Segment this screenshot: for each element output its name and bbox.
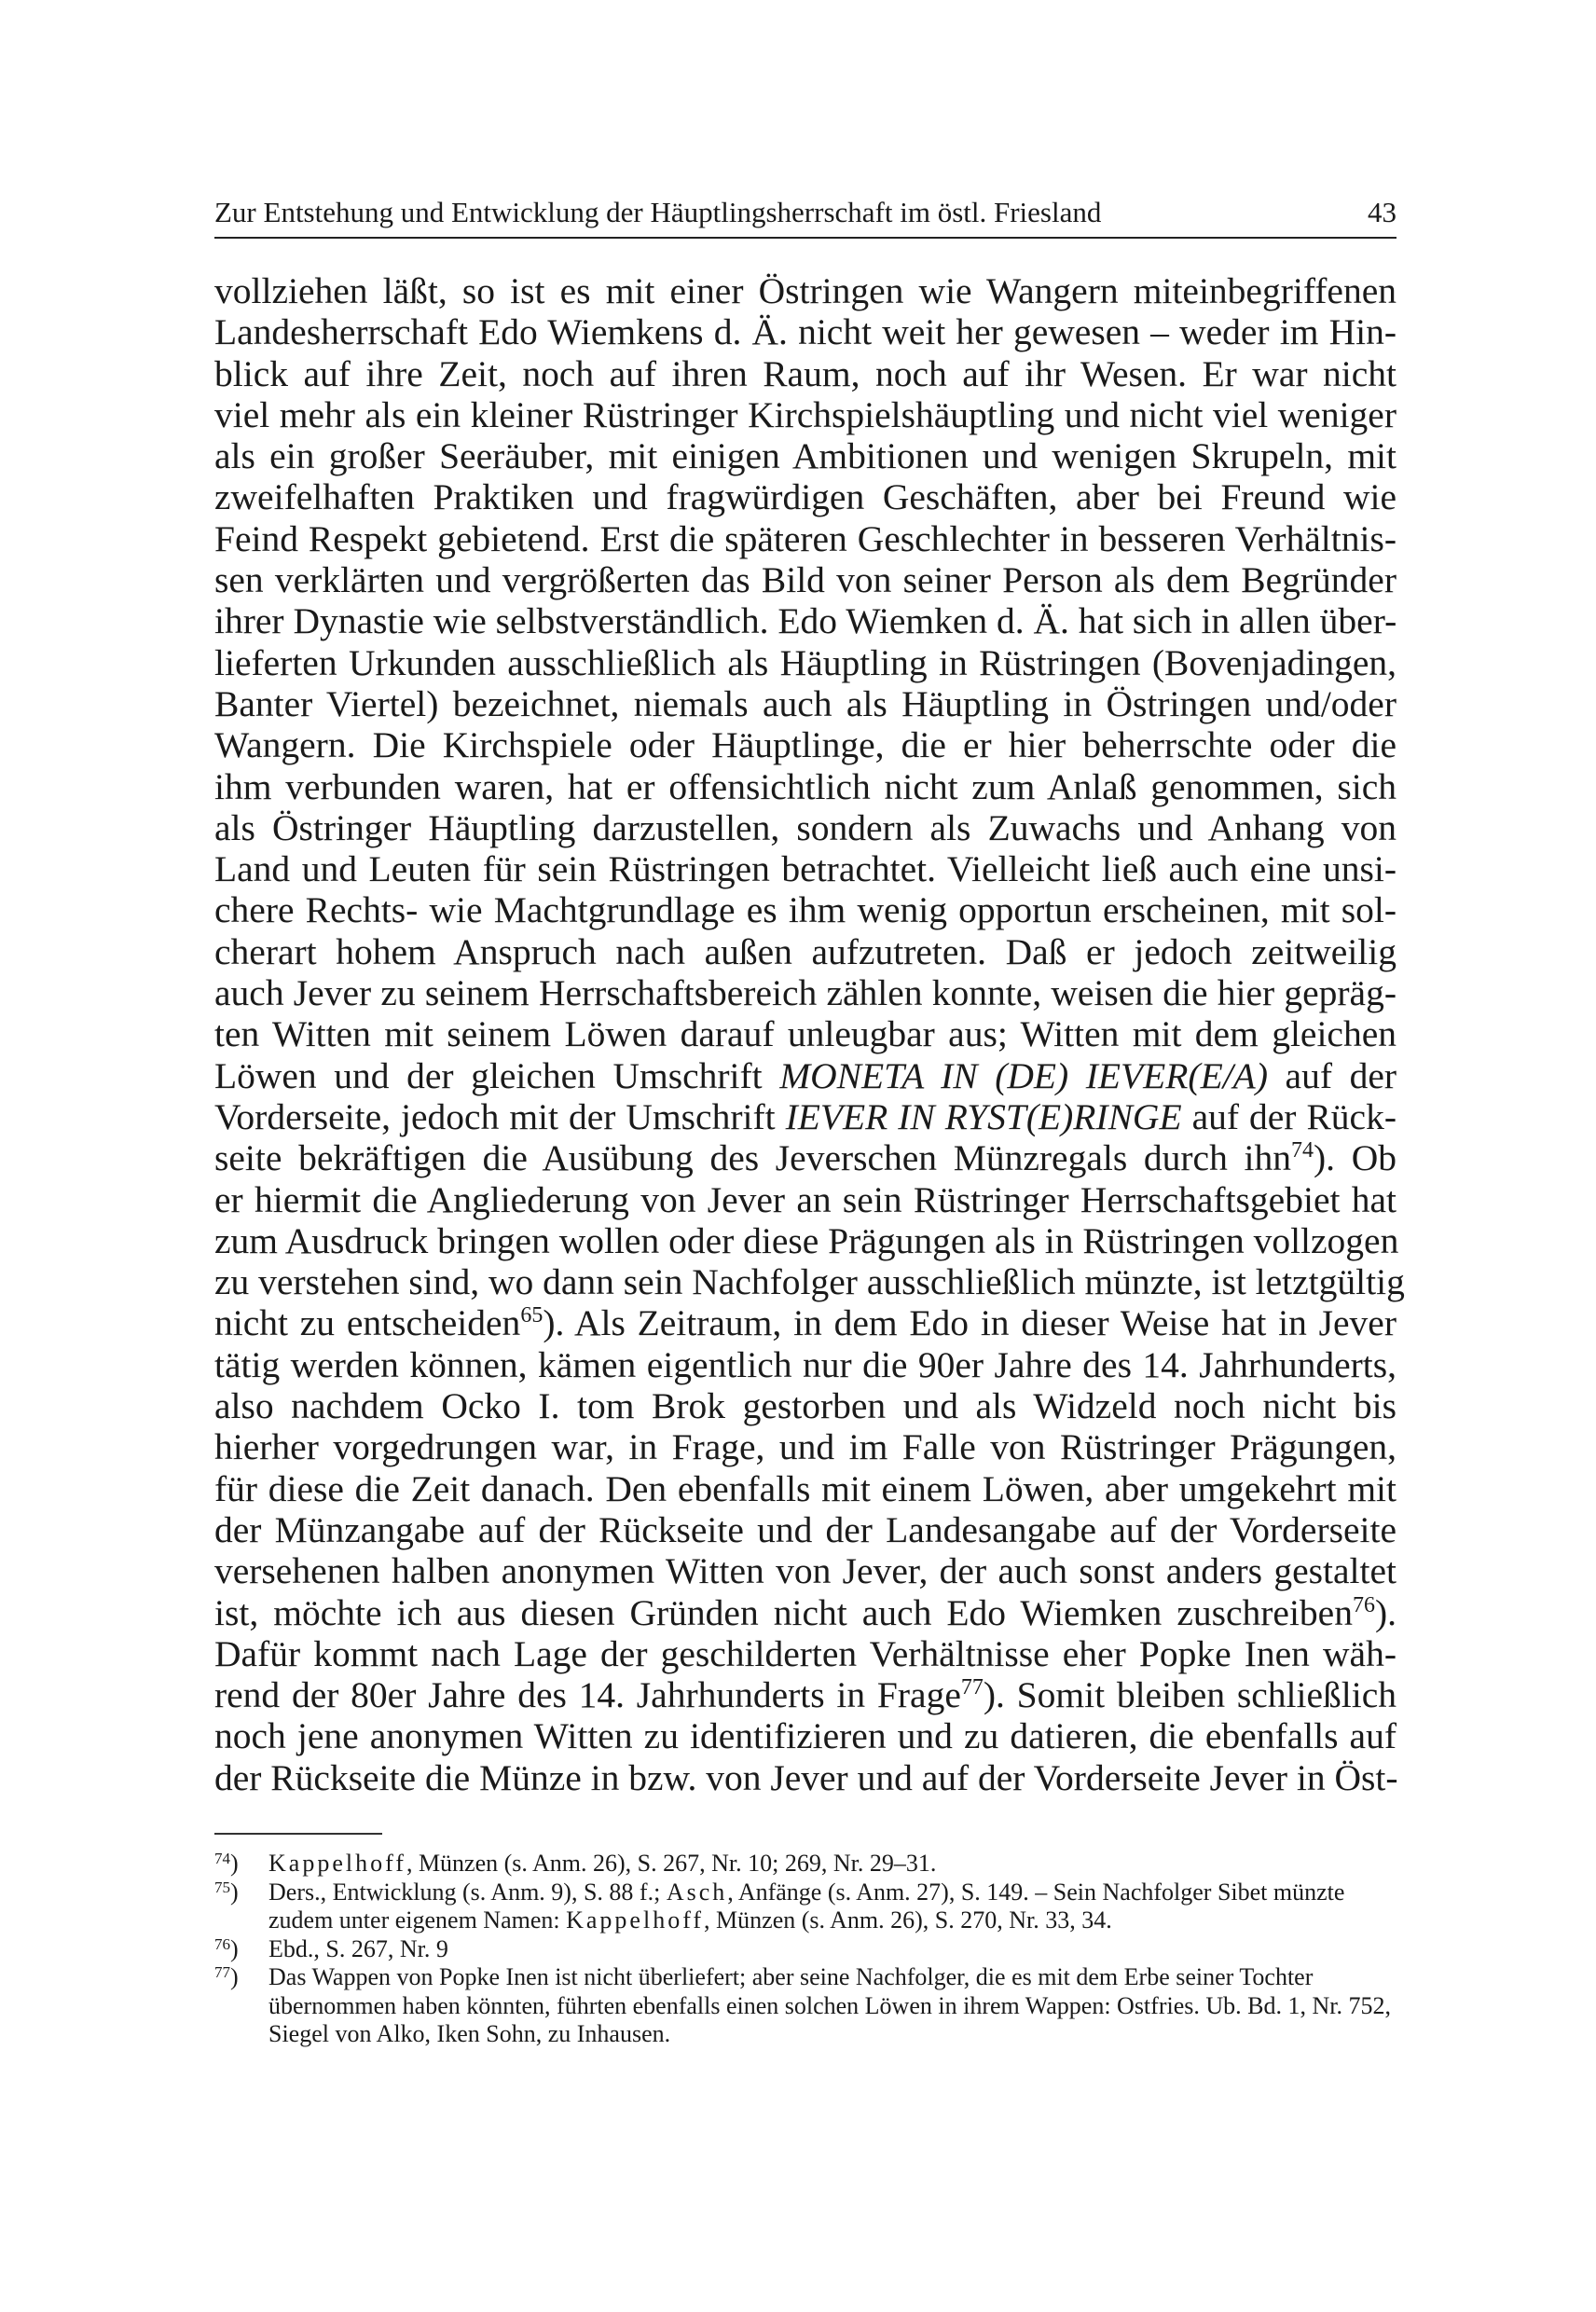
text-line: vollziehen läßt, so ist es mit einer Östringen wie Wangern miteinbegriffenen bbox=[214, 270, 1396, 311]
text-line: blick auf ihre Zeit, noch auf ihren Raum, noch auf ihr Wesen. Er war nicht bbox=[214, 352, 1396, 394]
footnote-text: , Münzen (s. Anm. 26), S. 270, Nr. 33, 34. bbox=[704, 1906, 1112, 1934]
footnote-number: $^{76}$) bbox=[214, 1934, 239, 1962]
text-line: Wangern. Die Kirchspiele oder Häuptlinge, die er hier beherrschte oder die bbox=[214, 724, 1396, 766]
text-line: viel mehr als ein kleiner Rüstringer Kirchspielshäuptling und nicht viel weniger bbox=[214, 393, 1396, 435]
text-line: ihrer Dynastie wie selbstverständlich. Edo Wiemken d. Ä. hat sich in allen über- bbox=[214, 600, 1397, 642]
footnote-number: $^{75}$) bbox=[214, 1878, 239, 1906]
footnote-text: , Münzen (s. Anm. 26), S. 267, Nr. 10; 269, Nr. 29–31. bbox=[406, 1850, 937, 1877]
footnote bbox=[214, 1878, 1396, 1935]
text-line: chere Rechts- wie Machtgrundlage es ihm wenig opportun erscheinen, mit sol- bbox=[214, 889, 1396, 931]
text-line: lieferten Urkunden ausschließlich als Häuptling in Rüstringen (Bovenjadingen, bbox=[214, 641, 1396, 683]
text-line: Landesherrschaft Edo Wiemkens d. Ä. nicht weit her gewesen – weder im Hin- bbox=[214, 311, 1396, 353]
author-name: Kappelhoff bbox=[268, 1850, 406, 1877]
running-head bbox=[214, 194, 1396, 239]
main-text bbox=[214, 270, 1405, 1798]
text-line: auch Jever zu seinem Herrschaftsbereich zählen konnte, weisen die hier gepräg- bbox=[214, 972, 1396, 1014]
footnote bbox=[214, 1935, 1396, 1964]
text-line: Feind Respekt gebietend. Erst die späteren Geschlechter in besseren Verhältnis- bbox=[214, 517, 1396, 559]
text-line: seite bekräftigen die Ausübung des Jeverschen Münzregals durch ihn$^{74}$). Ob bbox=[214, 1137, 1396, 1179]
footnote-text: Ebd., S. 267, Nr. 9 bbox=[268, 1934, 448, 1962]
text-line: noch jene anonymen Witten zu identifizieren und zu datieren, die ebenfalls auf bbox=[214, 1715, 1396, 1757]
text-line: als ein großer Seeräuber, mit einigen Ambitionen und wenigen Skrupeln, mit bbox=[214, 435, 1396, 477]
text-line: zweifelhaften Praktiken und fragwürdigen Geschäften, aber bei Freund wie bbox=[214, 476, 1396, 518]
text-line: sen verklärten und vergrößerten das Bild von seiner Person als dem Begründer bbox=[214, 559, 1396, 601]
author-name: Kappelhoff bbox=[566, 1906, 705, 1934]
footnote-text: Das Wappen von Popke Inen ist nicht überliefert; aber seine Nachfolger, die es mit dem Erbe seiner Tochter übernommen haben könnten, führten ebenfalls einen solchen Löwen in ihrem Wappen: Ostfries. Ub. Bd. 1, Nr. 752, Siegel von Alko, Iken Sohn, zu Inhausen. bbox=[268, 1963, 1391, 2047]
text-line: der Rückseite die Münze in bzw. von Jever und auf der Vorderseite Jever in Öst- bbox=[214, 1756, 1398, 1798]
text-line: der Münzangabe auf der Rückseite und der Landesangabe auf der Vorderseite bbox=[214, 1508, 1396, 1550]
text-line: also nachdem Ocko I. tom Brok gestorben und als Widzeld noch nicht bis bbox=[214, 1385, 1396, 1427]
text-line: für diese die Zeit danach. Den ebenfalls mit einem Löwen, aber umgekehrt mit bbox=[214, 1467, 1396, 1509]
text-line: zu verstehen sind, wo dann sein Nachfolger ausschließlich münzte, ist letztgültig bbox=[214, 1261, 1405, 1303]
footnote-reference[interactable]: 77 bbox=[960, 1675, 984, 1700]
footnote bbox=[214, 1963, 1396, 2049]
coin-inscription: IEVER IN RYST(E)RINGE bbox=[785, 1095, 1182, 1137]
text-line: zum Ausdruck bringen wollen oder diese Prägungen als in Rüstringen vollzogen bbox=[214, 1219, 1399, 1261]
text-line: nicht zu entscheiden$^{65}$). Als Zeitraum, in dem Edo in dieser Weise hat in Jever bbox=[214, 1302, 1396, 1344]
text-line: rend der 80er Jahre des 14. Jahrhunderts in Frage$^{77}$). Somit bleiben schließlich bbox=[214, 1674, 1396, 1716]
footnote bbox=[214, 1850, 1396, 1878]
text-line: ihm verbunden waren, hat er offensichtlich nicht zum Anlaß genommen, sich bbox=[214, 765, 1396, 807]
text-line: Löwen und der gleichen Umschrift MONETA IN (DE) IEVER(E/A) auf der bbox=[214, 1054, 1397, 1096]
text-line: Land und Leuten für sein Rüstringen betrachtet. Vielleicht ließ auch eine unsi- bbox=[214, 848, 1396, 890]
text-line: ist, möchte ich aus diesen Gründen nicht auch Edo Wiemken zuschreiben$^{76}$). bbox=[214, 1591, 1396, 1633]
text-line: Vorderseite, jedoch mit der Umschrift IEVER IN RYST(E)RINGE auf der Rück- bbox=[214, 1095, 1396, 1137]
page-number: 43 bbox=[1368, 196, 1396, 228]
text-line: Banter Viertel) bezeichnet, niemals auch als Häuptling in Östringen und/oder bbox=[214, 682, 1396, 724]
footnote-reference[interactable]: 65 bbox=[520, 1303, 543, 1328]
text-line: versehenen halben anonymen Witten von Jever, der auch sonst anders gestaltet bbox=[214, 1550, 1396, 1592]
coin-inscription: MONETA IN (DE) IEVER(E/A) bbox=[779, 1054, 1268, 1096]
author-name: Asch bbox=[666, 1878, 728, 1906]
text-line: ten Witten mit seinem Löwen darauf unleugbar aus; Witten mit dem gleichen bbox=[214, 1013, 1396, 1055]
footnotes bbox=[214, 1850, 1396, 2049]
footnote-number: $^{77}$) bbox=[214, 1963, 239, 1990]
text-line: er hiermit die Angliederung von Jever an sein Rüstringer Herrschaftsgebiet hat bbox=[214, 1178, 1396, 1220]
text-line: tätig werden können, kämen eigentlich nur die 90er Jahre des 14. Jahrhunderts, bbox=[214, 1343, 1396, 1385]
footnote-number: $^{74}$) bbox=[214, 1850, 239, 1877]
text-line: hierher vorgedrungen war, in Frage, und im Falle von Rüstringer Prägungen, bbox=[214, 1426, 1396, 1468]
text-line: cherart hohem Anspruch nach außen aufzutreten. Daß er jedoch zeitweilig bbox=[214, 930, 1396, 972]
footnote-divider bbox=[214, 1833, 382, 1835]
footnote-text: Ders., Entwicklung (s. Anm. 9), S. 88 f.; bbox=[268, 1878, 667, 1906]
text-line: als Östringer Häuptling darzustellen, sondern als Zuwachs und Anhang von bbox=[214, 806, 1396, 848]
footnote-text: , Anfänge (s. Anm. 27), S. 149. – Sein Nachfolger Sibet münzte zudem unter eigenem Namen: bbox=[268, 1878, 1345, 1934]
running-head-title: Zur Entstehung und Entwicklung der Häuptlingsherrschaft im östl. Friesland bbox=[214, 196, 1102, 228]
footnote-reference[interactable]: 74 bbox=[1291, 1138, 1314, 1163]
footnote-reference[interactable]: 76 bbox=[1352, 1592, 1375, 1617]
text-line: Dafür kommt nach Lage der geschilderten Verhältnisse eher Popke Inen wäh- bbox=[214, 1632, 1396, 1674]
